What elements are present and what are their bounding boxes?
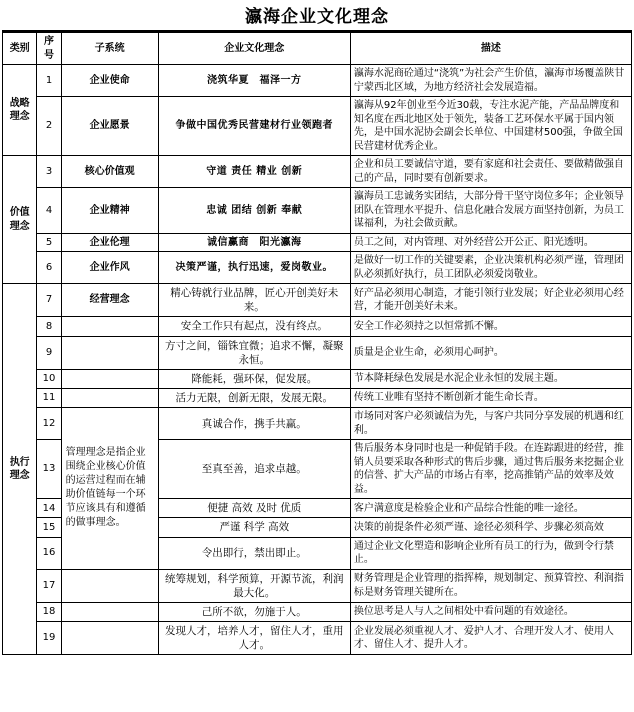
table-row [3, 252, 632, 284]
page-title: 瀛海企业文化理念 [2, 0, 632, 32]
cell-number: 11 [37, 389, 61, 408]
cell-idea: 活力无限，创新无限，发展无限。 [158, 389, 350, 408]
cell-category: 战略理念 [3, 65, 37, 156]
column-header-category: 类别 [3, 33, 37, 65]
cell-description: 节本降耗绿色发展是水泥企业永恒的发展主题。 [350, 369, 631, 388]
cell-category: 执行理念 [3, 284, 37, 655]
cell-number: 4 [37, 188, 61, 234]
column-header-description: 描述 [350, 33, 631, 65]
table-row [3, 65, 632, 97]
cell-description: 瀛海水泥商砼通过“浇筑”为社会产生价值，瀛海市场覆盖陕甘宁蒙西北区域，为地方经济社会发展造福。 [350, 65, 631, 97]
cell-number: 12 [37, 408, 61, 440]
cell-number: 14 [37, 499, 61, 518]
table-row [3, 369, 632, 388]
cell-idea: 令出即行，禁出即止。 [158, 537, 350, 569]
cell-subsystem: 核心价值观 [61, 156, 158, 188]
cell-description: 员工之间，对内管理、对外经营公开公正、阳光透明。 [350, 233, 631, 252]
cell-description: 决策的前提条件必须严谨、途径必须科学、步骤必须高效 [350, 518, 631, 537]
cell-idea: 便捷 高效 及时 优质 [158, 499, 350, 518]
cell-idea: 严谨 科学 高效 [158, 518, 350, 537]
cell-number: 15 [37, 518, 61, 537]
cell-subsystem [61, 369, 158, 388]
cell-subsystem: 管理理念是指企业围绕企业核心价值的运营过程而在辅助价值链每一个环节应该具有和遵循的做事理念。 [61, 408, 158, 569]
cell-subsystem: 企业作风 [61, 252, 158, 284]
cell-description: 瀛海从92年创业至今近30载，专注水泥产能，产品品牌度和知名度在西北地区处于领先，装备工艺环保水平属于国内领先，是中国水泥协会副会长单位、中国建材500强，争做全国民营建材优秀企业。 [350, 97, 631, 156]
cell-number: 16 [37, 537, 61, 569]
column-header-subsystem: 子系统 [61, 33, 158, 65]
cell-description: 财务管理是企业管理的指挥棒，规划制定、预算管控、利润指标是财务管理关键所在。 [350, 569, 631, 602]
cell-description: 是做好一切工作的关键要素，企业决策机构必须严谨，管理团队必须抓好执行，员工团队必须爱岗敬业。 [350, 252, 631, 284]
cell-description: 安全工作必须持之以恒常抓不懈。 [350, 317, 631, 336]
cell-number: 7 [37, 284, 61, 317]
cell-subsystem: 企业使命 [61, 65, 158, 97]
cell-description: 市场同对客户必须诚信为先，与客户共同分享发展的机遇和红利。 [350, 408, 631, 440]
cell-description: 好产品必须用心制造，才能引领行业发展；好企业必须用心经营，才能开创美好未来。 [350, 284, 631, 317]
cell-description: 企业发展必须重视人才、爱护人才、合理开发人才、使用人才、留住人才、提升人才。 [350, 622, 631, 655]
cell-subsystem [61, 389, 158, 408]
cell-subsystem: 企业伦理 [61, 233, 158, 252]
table-row [3, 156, 632, 188]
cell-idea: 争做中国优秀民营建材行业领跑者 [158, 97, 350, 156]
cell-idea: 至真至善，追求卓越。 [158, 440, 350, 499]
cell-number: 1 [37, 65, 61, 97]
column-header-number: 序号 [37, 33, 61, 65]
cell-idea: 精心铸就行业品牌，匠心开创美好未来。 [158, 284, 350, 317]
cell-idea: 真诚合作，携手共赢。 [158, 408, 350, 440]
cell-number: 8 [37, 317, 61, 336]
table-row [3, 408, 632, 440]
cell-subsystem [61, 622, 158, 655]
cell-number: 10 [37, 369, 61, 388]
cell-number: 2 [37, 97, 61, 156]
cell-subsystem [61, 336, 158, 369]
table-header [3, 33, 632, 65]
cell-idea: 发现人才，培养人才，留住人才，重用人才。 [158, 622, 350, 655]
table-row [3, 284, 632, 317]
table-header-row [3, 33, 632, 65]
table-row [3, 602, 632, 621]
cell-number: 9 [37, 336, 61, 369]
cell-number: 18 [37, 602, 61, 621]
cell-idea: 诚信赢商 阳光瀛海 [158, 233, 350, 252]
cell-category: 价值理念 [3, 156, 37, 284]
column-header-idea: 企业文化理念 [158, 33, 350, 65]
cell-idea: 浇筑华夏 福泽一方 [158, 65, 350, 97]
cell-idea: 决策严谨，执行迅速，爱岗敬业。 [158, 252, 350, 284]
cell-number: 13 [37, 440, 61, 499]
table-row [3, 188, 632, 234]
cell-number: 6 [37, 252, 61, 284]
table-row [3, 389, 632, 408]
table-body [3, 65, 632, 655]
cell-subsystem [61, 569, 158, 602]
cell-description: 通过企业文化塑造和影响企业所有员工的行为，做到令行禁止。 [350, 537, 631, 569]
cell-idea: 己所不欲，勿施于人。 [158, 602, 350, 621]
cell-subsystem [61, 602, 158, 621]
cell-idea: 方寸之间，锱铢宜微；追求不懈，凝聚永恒。 [158, 336, 350, 369]
cell-description: 瀛海员工忠诚务实团结，大部分骨干坚守岗位多年；企业领导团队在管理水平提升、信息化融合发展方面坚持创新，为员工谋福利，为社会做贡献。 [350, 188, 631, 234]
table-row [3, 622, 632, 655]
cell-subsystem: 企业愿景 [61, 97, 158, 156]
cell-subsystem: 企业精神 [61, 188, 158, 234]
cell-number: 5 [37, 233, 61, 252]
cell-description: 传统工业唯有坚持不断创新才能生命长青。 [350, 389, 631, 408]
cell-number: 3 [37, 156, 61, 188]
cell-description: 客户满意度是检验企业和产品综合性能的唯一途径。 [350, 499, 631, 518]
cell-description: 售后服务本身同时也是一种促销手段。在连踪跟进的经营，推销人员要采取各种形式的售后步骤，通过售后服务来挖掘企业的信誉、扩大产品的市场占有率，挖高推销产品的效率及效益。 [350, 440, 631, 499]
cell-idea: 忠诚 团结 创新 奉献 [158, 188, 350, 234]
cell-description: 企业和员工要诚信守道，要有家庭和社会责任、要做精做强自己的产品，同时要有创新要求。 [350, 156, 631, 188]
cell-idea: 安全工作只有起点，没有终点。 [158, 317, 350, 336]
cell-number: 19 [37, 622, 61, 655]
cell-description: 质量是企业生命，必须用心呵护。 [350, 336, 631, 369]
cell-description: 换位思考是人与人之间相处中看问题的有效途径。 [350, 602, 631, 621]
cell-idea: 守道 责任 精业 创新 [158, 156, 350, 188]
table-row [3, 569, 632, 602]
table-row [3, 97, 632, 156]
cell-idea: 统筹规划，科学预算，开源节流，利润最大化。 [158, 569, 350, 602]
table-row [3, 336, 632, 369]
cell-number: 17 [37, 569, 61, 602]
cell-idea: 降能耗，强环保，促发展。 [158, 369, 350, 388]
cell-subsystem: 经营理念 [61, 284, 158, 317]
cell-subsystem [61, 317, 158, 336]
culture-concept-table [2, 32, 632, 655]
table-row [3, 233, 632, 252]
table-row [3, 317, 632, 336]
